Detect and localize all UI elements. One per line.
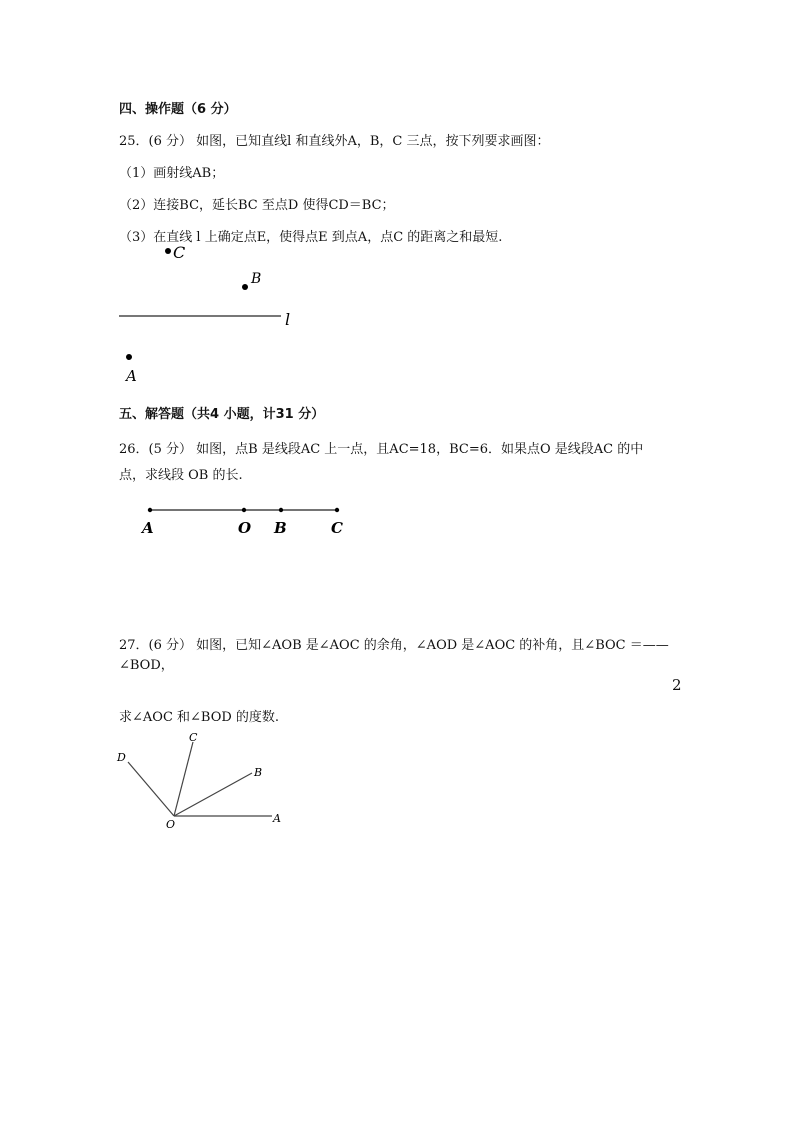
label-a-26: A: [142, 519, 154, 537]
ray-ob: [174, 773, 252, 816]
section-5-heading: 五、解答题（共4 小题，计31 分）: [119, 407, 325, 422]
label-b-27: B: [254, 766, 263, 779]
label-d-27: D: [117, 751, 126, 764]
q25-intro: 25．(6 分） 如图，已知直线l 和直线外A，B，C 三点，按下列要求画图：: [119, 134, 550, 149]
q25-step-3: （3）在直线 l 上确定点E，使得点E 到点A，点C 的距离之和最短.: [119, 230, 503, 245]
ray-od: [128, 762, 174, 816]
label-a: A: [126, 367, 137, 385]
label-o-27: O: [166, 818, 176, 831]
label-c-27: C: [189, 731, 198, 744]
label-c-26: C: [331, 519, 343, 537]
label-l: l: [285, 310, 291, 329]
ray-oc: [174, 742, 193, 816]
label-c: C: [173, 243, 186, 262]
q27-line-2: ∠BOD，: [119, 658, 174, 673]
q26-line-2: 点，求线段 OB 的长.: [119, 468, 243, 483]
fraction-denominator: 2: [672, 676, 682, 694]
q27-line-1: 27．(6 分） 如图，已知∠AOB 是∠AOC 的余角，∠AOD 是∠AOC 的补角，且∠BOC ＝——: [119, 638, 669, 653]
q25-step-1: （1）画射线AB；: [119, 166, 225, 181]
label-b: B: [251, 271, 262, 287]
label-b-26: B: [274, 519, 287, 537]
q27-line-3: 求∠AOC 和∠BOD 的度数.: [119, 710, 280, 725]
label-a-27: A: [273, 812, 281, 825]
label-o-26: O: [238, 519, 252, 537]
q26-line-1: 26．(5 分） 如图，点B 是线段AC 上一点，且AC=18，BC=6．如果点O 是线段AC 的中: [119, 442, 644, 457]
section-4-heading: 四、操作题（6 分）: [119, 102, 237, 117]
q25-step-2: （2）连接BC，延长BC 至点D 使得CD＝BC；: [119, 198, 395, 213]
